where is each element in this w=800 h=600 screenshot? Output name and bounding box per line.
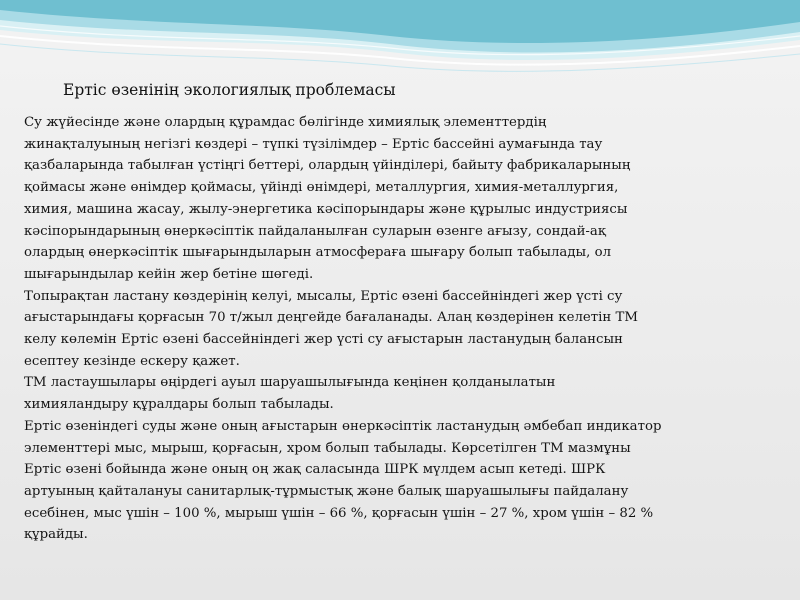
text-line: ағыстарындағы қорғасын 70 т/жыл деңгейде бағаланады. Алаң көздерінен келетін ТМ (24, 310, 638, 326)
text-line: есебінен, мыс үшін – 100 %, мырыш үшін – 66 %, қорғасын үшін – 27 %, хром үшін – 82 % (24, 505, 654, 521)
paragraph (24, 372, 784, 415)
text-line: құрайды. (24, 527, 88, 543)
text-line: химияландыру құралдары болып табылады. (24, 397, 334, 413)
wave-banner-decoration (0, 0, 800, 80)
text-line: артуының қайталануы санитарлық-тұрмыстық және балық шаруашылығы пайдалану (24, 483, 629, 499)
text-line: Топырақтан ластану көздерінің келуі, мысалы, Ертіс өзені бассейніндегі жер үсті су (24, 288, 623, 304)
slide-body (24, 112, 784, 546)
text-line: элементтері мыс, мырыш, қорғасын, хром болып табылады. Көрсетілген ТМ мазмұны (24, 440, 631, 456)
text-line: ТМ ластаушылары өңірдегі ауыл шаруашылығында кеңінен қолданылатын (24, 375, 556, 391)
paragraph (24, 286, 784, 373)
text-line: Су жүйесінде және олардың құрамдас бөлігінде химиялық элементтердің (24, 115, 547, 130)
text-line: қазбаларында табылған үстіңгі беттері, олардың үйінділері, байыту фабрикаларының (24, 158, 631, 174)
text-line: шығарындылар кейін жер бетіне шөгеді. (24, 266, 314, 282)
text-line: олардың өнеркәсіптік шығарындыларын атмосфераға шығару болып табылады, ол (24, 245, 612, 261)
text-line: Ертіс өзені бойында және оның оң жақ саласында ШРК мүлдем асып кетеді. ШРК (24, 462, 606, 478)
paragraph (24, 416, 784, 546)
slide-title: Ертіс өзенінің экологиялық проблемасы (63, 81, 396, 99)
text-line: келу көлемін Ертіс өзені бассейніндегі жер үсті су ағыстарын ластанудың балансын (24, 332, 623, 348)
text-line: жинақталуының негізгі көздері – түпкі түзілімдер – Ертіс бассейні аумағында тау (24, 136, 603, 152)
text-line: қоймасы және өнімдер қоймасы, үйінді өнімдері, металлургия, химия-металлургия, (24, 180, 619, 196)
text-line: кәсіпорындарының өнеркәсіптік пайдаланылған суларын өзенге ағызу, сондай-ақ (24, 223, 606, 239)
text-line: есептеу кезінде ескеру қажет. (24, 353, 240, 369)
text-line: химия, машина жасау, жылу-энергетика кәсіпорындары және құрылыс индустриясы (24, 201, 628, 217)
text-line: Ертіс өзеніндегі суды және оның ағыстарын өнеркәсіптік ластанудың әмбебап индикатор (24, 418, 662, 434)
paragraph (24, 112, 784, 286)
